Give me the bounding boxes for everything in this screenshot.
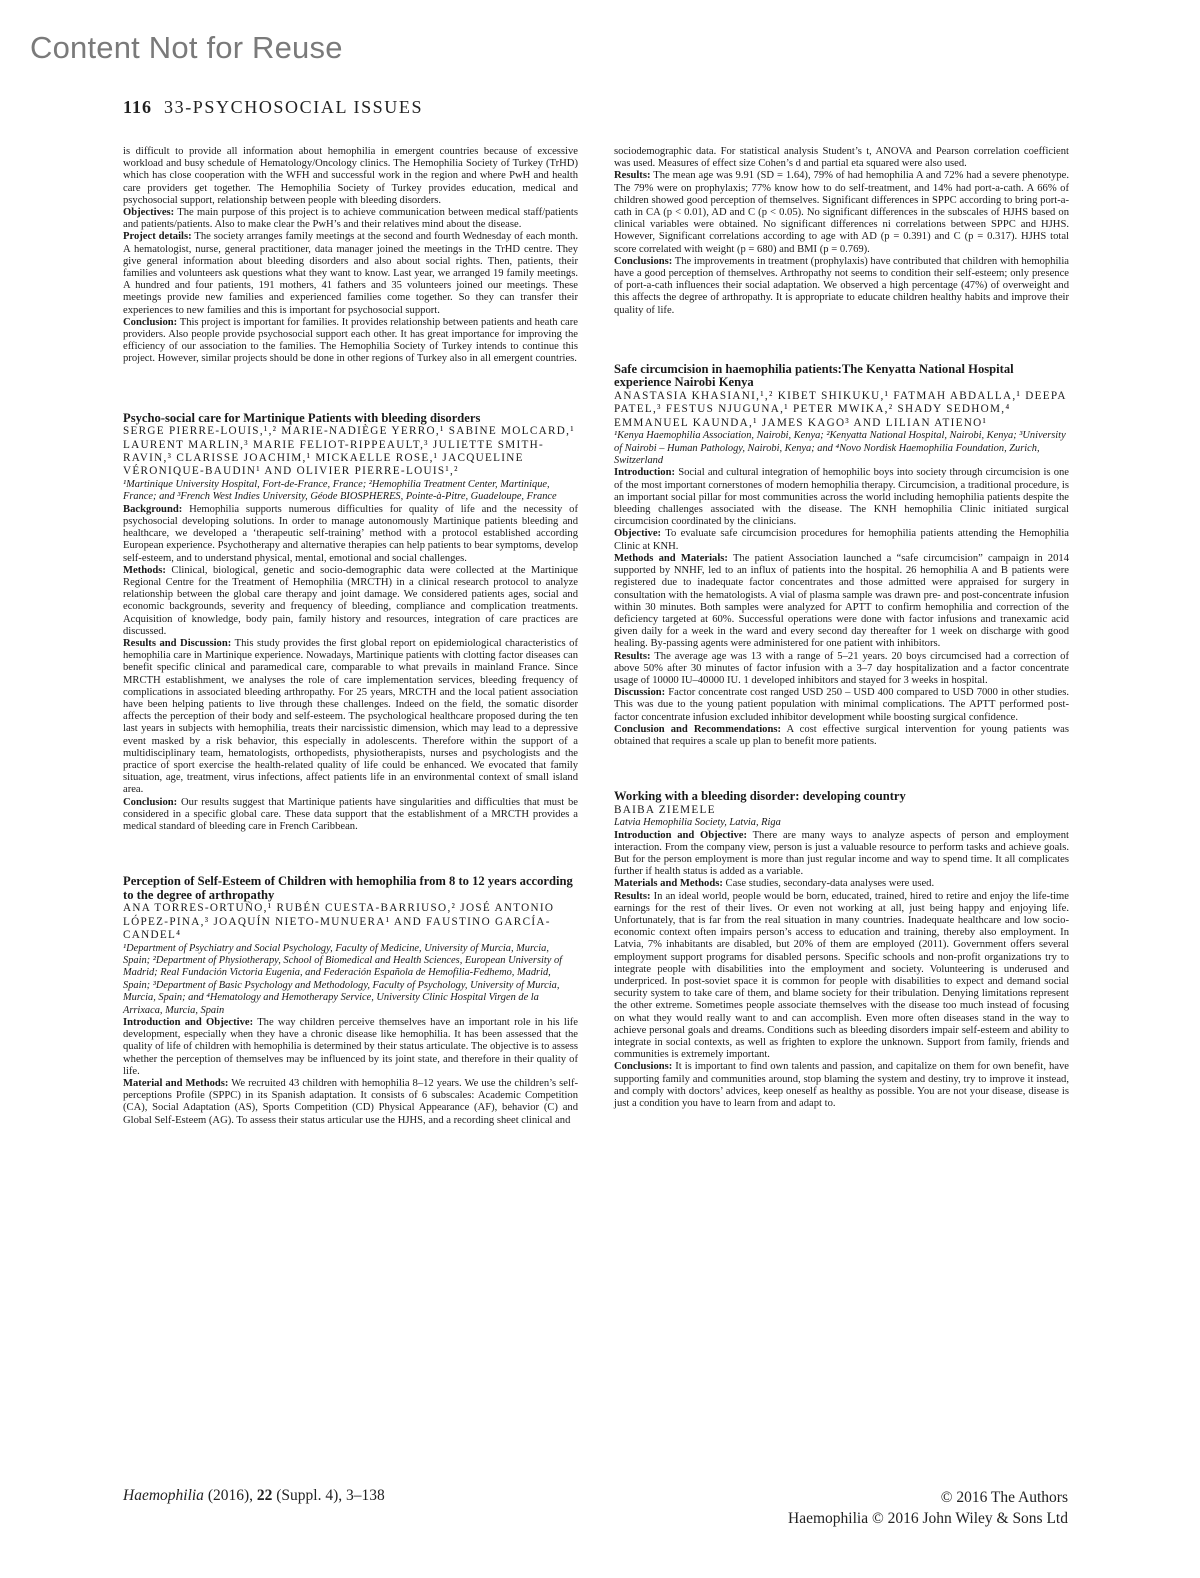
paragraph-label: Material and Methods: [123, 1078, 229, 1090]
abstract-paragraph [123, 638, 578, 797]
paragraph-text: Factor concentrate cost ranged USD 250 – USD 400 compared to USD 7000 in other studies. This was due to the young patient population with minimal complications. The APTT performed post-factor concentrate infusion excluded inhibitor development while boosting surgical confidence. [614, 687, 1069, 723]
paragraph-label: Methods: [123, 564, 166, 576]
paragraph-label: Conclusion: [123, 316, 178, 328]
abstract-self-esteem [123, 875, 578, 1127]
abstract-body [123, 504, 578, 833]
continued-abstract-left [123, 146, 578, 366]
abstract-paragraph [123, 317, 578, 366]
paragraph-text: A cost effective surgical intervention for young patients was obtained that requires a scale up plan to benefit more patients. [614, 723, 1069, 747]
abstract-paragraph [123, 504, 578, 565]
paragraph-text: Our results suggest that Martinique patients have singularities and difficulties that must be considered in a specific global care. These data support that the establishment of a MRCTH provides a medical standard of bleeding care in French Caribbean. [123, 796, 578, 832]
paragraph-label: Conclusions: [614, 1061, 673, 1073]
paragraph-label: Conclusions: [614, 255, 673, 267]
abstract-authors: SERGE PIERRE-LOUIS,¹,² MARIE-NADIÈGE YERRO,¹ SABINE MOLCARD,¹ LAURENT MARLIN,³ MARIE FELIOT-RIPPEAULT,³ JULIETTE SMITH-RAVIN,³ CLARISSE JOACHIM,¹ MICKAELLE ROSE,¹ JACQUELINE VÉRONIQUE-BAUDIN¹ AND OLIVIER PIERRE-LOUIS¹,² [123, 425, 575, 478]
abstract-affiliations: ¹Kenya Haemophilia Association, Nairobi, Kenya; ²Kenyatta National Hospital, Nairobi, Kenya; ³University of Nairobi – Human Pathology, Nairobi, Kenya; and ⁴Novo Nordisk Haemophilia Foundation, Zurich, Switzerland [614, 430, 1066, 467]
abstract-martinique [123, 412, 578, 834]
abstract-authors: BAIBA ZIEMELE [614, 803, 716, 816]
page-number: 116 [123, 97, 153, 117]
paragraph-label: Conclusion: [123, 796, 178, 808]
paragraph-text: is difficult to provide all information about hemophilia in emergent countries because of excessive workload and busy schedule of Hematology/Oncology clinics. The Hemophilia Society of Turkey (TrHD) which has close cooperation with the WFH and successful work in the region and where PwH and health care providers get together. The Hemophilia Society of Turkey provides education, medical and psychosocial support, relationship between people with bleeding disorders. [123, 146, 578, 206]
paragraph-label: Conclusion and Recommendations: [614, 723, 781, 735]
abstract-paragraph [614, 528, 1069, 552]
abstract-paragraph [614, 687, 1069, 724]
abstract-body [614, 467, 1069, 748]
paragraph-label: Introduction: [614, 467, 676, 479]
paragraph-text: To evaluate safe circumcision procedures for hemophilia patients attending the Hemophilia Clinic at KNH. [614, 528, 1069, 552]
paragraph-text: Social and cultural integration of hemophilic boys into society through circumcision is one of the most important cornerstones of modern hemophilia therapy. Circumcision, a traditional procedure, is an important social pillar for most communities across the world including hemophilia patients despite the bleeding challenges associated with the disease. The KNH hemophilia Clinic initiated surgical circumcision coordinated by the clinicians. [614, 467, 1069, 528]
paragraph-label: Methods and Materials: [614, 552, 728, 564]
copyright-publisher: Haemophilia © 2016 John Wiley & Sons Ltd [788, 1510, 1068, 1527]
abstract-affiliations: ¹Martinique University Hospital, Fort-de-France, France; ²Hemophilia Treatment Center, Martinique, France; and ³French West Indies University, Géode BIOSPHERES, Pointe-à-Pitre, Guadeloupe, France [123, 478, 557, 503]
paragraph-label: Background: [123, 503, 183, 515]
paragraph-label: Results: [614, 650, 651, 662]
paragraph-label: Objective: [614, 528, 662, 540]
citation-volume: 22 [256, 1487, 273, 1504]
paragraph-text: The patient Association launched a “safe circumcision” campaign in 2014 supported by NNHF, led to an influx of patients into the hospital. 26 hemophilia A and B patients were registered due to inadequate factor concentrates and those admitted were appraised for surgery in consultation with the hematologists. A vial of plasma sample was drawn pre- and post-concentrate infusion within 30 minutes. Both samples were analyzed for APTT to confirm hemophilia and correction of the deficiency targeted at 60%. Successful operations were done with factor infusions and tranexamic acid given daily for a week in the ward and every second day thereafter for 1 week on discharge with good healing. By-passing agents were administered for one patient with inhibitors. [614, 552, 1069, 650]
abstract-paragraph [614, 724, 1069, 748]
abstract-title: Safe circumcision in haemophilia patients:The Kenyatta National Hospital experience Nairobi Kenya [614, 361, 1014, 390]
abstract-paragraph [123, 797, 578, 834]
paragraph-label: Project details: [123, 231, 192, 243]
paragraph-text: The improvements in treatment (prophylaxis) have contributed that children with hemophilia have a good perception of themselves. Arthropathy not seems to condition their self-esteem; only presence of port-a-cath influences their social adaptation. We observed a high percentage (47%) of overweight and this affects the degree of arthropathy. It is appropriate to educate children healthy habits and improve their quality of life. [614, 255, 1069, 316]
paragraph-text: The main purpose of this project is to achieve communication between medical staff/patients and patients/patients. Also to make clear the PwH’s and their relatives mind about the disease. [123, 207, 578, 231]
running-head [123, 97, 423, 118]
paragraph-label: Introduction and Objective: [123, 1017, 254, 1029]
paragraph-text: This project is important for families. It provides relationship between patients and heath care providers. Also people provide psychosocial support each other. It has great importance for improving the efficiency of our association to the families. The Hemophilia Society of Turkey intends to continue this project. However, similar projects should be done in other regions of Turkey also in all emergent countries. [123, 316, 578, 365]
abstract-title: Working with a bleeding disorder: developing country [614, 789, 906, 804]
paragraph-label: Discussion: [614, 687, 666, 699]
abstract-paragraph [123, 1017, 578, 1078]
footer-citation [123, 1487, 385, 1505]
abstract-circumcision [614, 363, 1069, 748]
left-column [123, 146, 578, 1127]
paragraph-label: Introduction and Objective: [614, 829, 748, 841]
paragraph-text: The average age was 13 with a range of 5–21 years. 20 boys circumcised had a correction of above 50% after 30 minutes of factor infusion with a 3–7 day hospitalization and a factor concentrate usage of 10000 IU–40000 IU. 1 developed inhibitors and stayed for 3 weeks in hospital. [614, 650, 1069, 686]
abstract-paragraph [614, 170, 1069, 255]
paragraph-label: Results: [614, 170, 651, 182]
paragraph-text: There are many ways to analyze aspects of person and employment interaction. From the company view, person is just a valuable resource to perform tasks and achieve goals. But for the person employment is more than just regular income and way to spend time. It all complicates further if health status is added as a variable. [614, 829, 1069, 878]
abstract-title: Psycho-social care for Martinique Patients with bleeding disorders [123, 410, 481, 425]
abstract-body [614, 830, 1069, 1111]
paragraph-text: Case studies, secondary-data analyses were used. [725, 878, 935, 890]
abstract-authors: ANASTASIA KHASIANI,¹,² KIBET SHIKUKU,¹ FATMAH ABDALLA,¹ DEEPA PATEL,³ FESTUS NJUGUNA,¹ PETER MWIKA,² SHADY SEDHOM,⁴ EMMANUEL KAUNDA,¹ JAMES KAGO³ AND LILIAN ATIENO¹ [614, 390, 1067, 429]
paragraph-text: The way children perceive themselves have an important role in his life development, especially when they have a chronic disease like hemophilia. It has been assessed that the quality of life of children with hemophilia is determined by their status articulate. The objective is to assess whether the perception of themselves may be influenced by its joint state, and therefore in their quality of life. [123, 1017, 578, 1077]
paragraph-label: Results and Discussion: [123, 637, 232, 649]
abstract-body [123, 1017, 578, 1127]
abstract-paragraph [123, 231, 578, 316]
citation-pages: (Suppl. 4), 3–138 [272, 1487, 385, 1504]
paragraph-text: This study provides the first global report on epidemiological characteristics of hemophilia care in Martinique experience. Nowadays, Martinique patients with clotting factor diseases can benefit specific clinical and paramedical care, comparable to what prevails in mainland France. Since MRCTH establishment, we analyses the role of care implementation services, bleeding frequency of complications in associated bleeding arthropathy. For 25 years, MRCTH and the local patient association have been helping patients to live through these challenges. Indeed on the field, the somatic disorder affects the perception of their body and self-esteem. The psychological healthcare proposed during the ten last years in subjects with hemophilia, treats their narcissistic dimension, which may lead to a depressive event masked by a risk behavior, this especially in adolescents. Therefore within the support of a multidisciplinary team, hematologists, orthopedists, physiotherapists, nurses and psychologists and the practice of sport exercise the health-related quality of life could be enhanced. We evocated that family situation, age, treatment, virus infections, affect patients life in an environmental context of small island area. [123, 637, 578, 796]
watermark: Content Not for Reuse [30, 30, 343, 65]
abstract-paragraph [614, 146, 1069, 170]
abstract-paragraph [614, 651, 1069, 688]
paragraph-label: Objectives: [123, 207, 175, 219]
citation-year: (2016), [203, 1487, 257, 1504]
abstract-paragraph [123, 146, 578, 207]
abstract-paragraph [123, 1078, 578, 1127]
abstract-paragraph [614, 256, 1069, 317]
abstract-paragraph [614, 553, 1069, 651]
continued-abstract-right [614, 146, 1069, 317]
abstract-paragraph [614, 1061, 1069, 1110]
section-title: 33-PSYCHOSOCIAL ISSUES [164, 97, 424, 117]
paragraph-text: It is important to find own talents and passion, and capitalize on them for own benefit, have supporting family and communities around, stop blaming the system and destiny, try to improve it instead, and comply with doctors’ advices, keep oneself as healthy as possible. You are not your disease, disease is just a condition you have to learn from and adapt to. [614, 1061, 1070, 1110]
abstract-paragraph [614, 891, 1069, 1062]
paragraph-text: The society arranges family meetings at the second and fourth Wednesday of each month. A hematologist, nurse, general practitioner, data manager joined the meetings in the TrHD centre. They give general information about bleeding disorders and also about social rights. Then, patients, their families and volunteers ask questions what they want to know. Last year, we arranged 19 family meetings. A hundred and four patients, 191 mothers, 41 fathers and 35 volunteers joined our meetings. These meetings provide new families and experienced families come together. So they can transfer their experiences to new families and this is important for psychosocial support. [123, 231, 578, 316]
paragraph-label: Results: [614, 890, 651, 902]
copyright-authors: © 2016 The Authors [940, 1489, 1068, 1506]
journal-name: Haemophilia [123, 1487, 204, 1504]
abstract-affiliations: ¹Department of Psychiatry and Social Psychology, Faculty of Medicine, University of Murcia, Murcia, Spain; ²Department of Physiotherapy, School of Biomedical and Health Sciences, European University of Madrid; Real Fundación Victoria Eugenia, and Federación Española de Hemofilia-Fedhemo, Madrid, Spain; ³Department of Basic Psychology and Methodology, Faculty of Psychology, University of Murcia, Murcia, Spain; and ⁴Hematology and Hemotherapy Service, University Clinic Hospital Virgen de la Arrixaca, Murcia, Spain [123, 942, 563, 1016]
abstract-affiliations: Latvia Hemophilia Society, Latvia, Riga [614, 817, 781, 829]
paragraph-text: sociodemographic data. For statistical analysis Student’s t, ANOVA and Pearson correlation coefficient was used. Measures of effect size Cohen’s d and partial eta squared were also used. [614, 146, 1069, 170]
abstract-title: Perception of Self-Esteem of Children with hemophilia from 8 to 12 years according to the degree of arthropathy [123, 874, 573, 902]
paragraph-text: We recruited 43 children with hemophilia 8–12 years. We use the children’s self-perceptions Profile (SPPC) in its Spanish adaptation. It consists of 6 subscales: Academic Competition (CA), Social Adaptation (AS), Sports Competition (CD) Physical Appearance (AF), behavior (C) and Global Self-Esteem (AG). To assess their status articular use the HJHS, and a recording sheet clinical and [123, 1078, 578, 1126]
abstract-paragraph [123, 565, 578, 638]
abstract-working [614, 790, 1069, 1110]
abstract-paragraph [614, 878, 1069, 890]
abstract-paragraph [614, 467, 1069, 528]
abstract-authors: ANA TORRES-ORTUÑO,¹ RUBÉN CUESTA-BARRIUSO,² JOSÉ ANTONIO LÓPEZ-PINA,³ JOAQUÍN NIETO-MUNUERA¹ AND FAUSTINO GARCÍA-CANDEL⁴ [123, 902, 555, 942]
right-column [614, 146, 1069, 1110]
abstract-paragraph [123, 207, 578, 231]
abstract-paragraph [614, 830, 1069, 879]
paragraph-text: Hemophilia supports numerous difficulties for quality of life and the necessity of psychosocial developing solutions. In order to manage autonomously Martinique patients bleeding and healthcare, we developed a ‘therapeutic self-training’ method with a protocol established according European experience. Psychotherapy and alternative therapies can help patients to bear symptoms, develop self-esteem, and to understand physical, mental, emotional and social challenges. [123, 503, 578, 564]
paragraph-text: The mean age was 9.91 (SD = 1.64), 79% of had hemophilia A and 72% had a severe phenotype. The 79% were on prophylaxis; 77% know how to do self-treatment, and 14% had port-a-cath. A 66% of children showed good perception of themselves. Significant differences in SPPC according to bring port-a-cath in CA (p < 0.01), AD and C (p < 0.05). No significant differences in the subscales of HJHS based on clinical variables were obtained. No significant differences ni correlations between SPPC and HJHS. However, Significant correlations according to age with AD (p = 0.391) and C (p = 0.317). HJHS total score correlated with weight (p = 680) and BMI (p = 0.769). [614, 170, 1069, 255]
paragraph-text: Clinical, biological, genetic and socio-demographic data were collected at the Martinique Regional Centre for the Treatment of Hemophilia (MRCTH) in a clinical research protocol to analyze relationship between the global care therapy and joint damage. We considered patients ages, social and economic backgrounds, severity and frequency of bleeding, compliance and complication treatments. Acquisition of knowledge, body pain, family history and resources, integration of care practices are discussed. [123, 564, 578, 637]
paragraph-label: Materials and Methods: [614, 878, 723, 890]
footer-copyright [788, 1487, 1068, 1529]
paragraph-text: In an ideal world, people would be born, educated, trained, hired to retire and enjoy the life-time earnings for the rest of their lives. Or even not working at all, just being happy and enjoying life. Unfortunately, that is far from the real situation in many countries. Inadequate healthcare and low socio-economic context often impairs person’s access to education and training, thereby also employment. In Latvia, 7% inhabitants are disabled, but 20% of them are employed (2011). Government offers several employment support programs for disabled persons. Specific schools and non-profit organizations try to integrate people with disabilities into the employment and society. Volunteering is underused and underpriced. In post-soviet space it is common for people with disabilities to expect and demand social security system to take care of them, and blame society for their tribulation. Denying limitations represent the other extreme. Sometimes people associate themselves with the disease too much instead of focusing on what they would really want to and can accomplish. Even more often diseases stand in the way to achieve personal goals and dreams. Conditions such as bleeding disorders impair self-esteem and ability to integrate in social contexts, as well as frighten to explore the unknown. Support from family, friends and communities is extremely important. [614, 890, 1069, 1061]
